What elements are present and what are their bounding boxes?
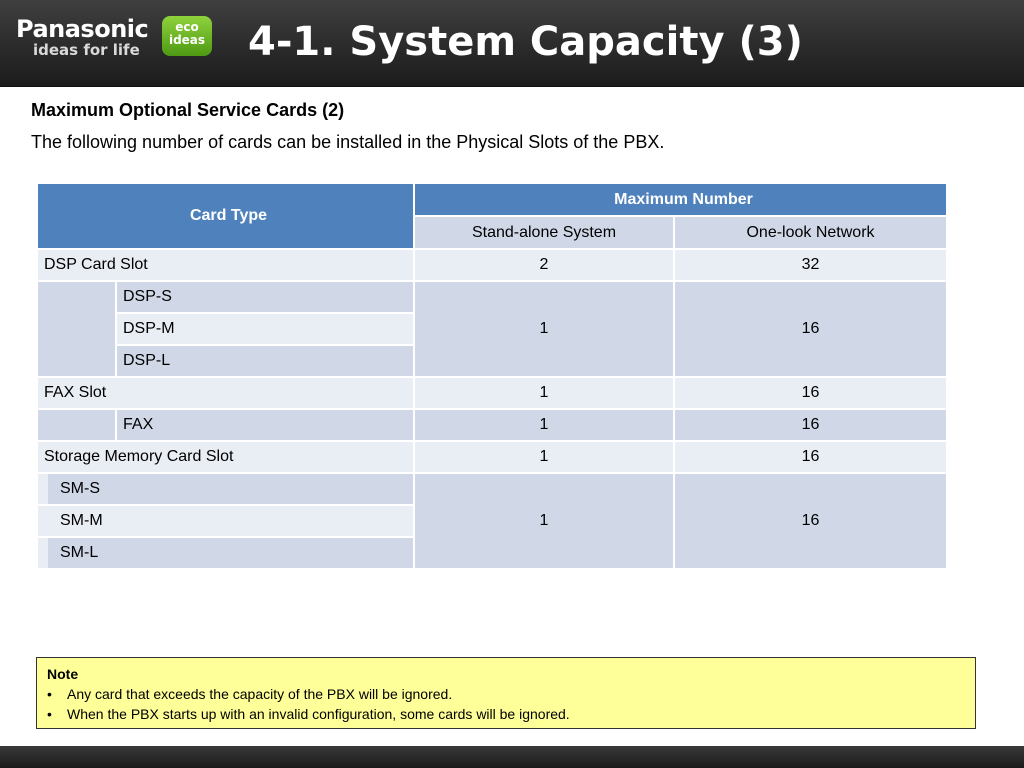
note-title: Note [47, 666, 79, 682]
table-row [38, 378, 946, 408]
header-standalone: Stand-alone System [415, 217, 673, 248]
note-item-text: Any card that exceeds the capacity of the PBX will be ignored. [67, 686, 453, 702]
row-label [38, 474, 413, 504]
eco-ideas-logo [162, 16, 212, 56]
cell-onelook: 16 [675, 282, 946, 376]
capacity-table [36, 182, 948, 570]
bullet-icon: • [47, 686, 52, 702]
indent-cell [38, 282, 115, 376]
header-card-type: Card Type [38, 184, 413, 248]
cell-standalone: 1 [415, 378, 673, 408]
table-row [38, 474, 946, 504]
row-label: DSP-L [117, 346, 413, 376]
indent-cell [38, 410, 115, 440]
intro-text: The following number of cards can be installed in the Physical Slots of the PBX. [31, 132, 665, 152]
table-row [38, 250, 946, 280]
header-onelook: One-look Network [675, 217, 946, 248]
note-item-text: When the PBX starts up with an invalid configuration, some cards will be ignored. [67, 706, 570, 722]
cell-standalone: 1 [415, 410, 673, 440]
list-item [47, 684, 965, 704]
cell-onelook: 16 [675, 442, 946, 472]
panasonic-logo [16, 16, 148, 59]
cell-standalone: 1 [415, 282, 673, 376]
slide-header [0, 0, 1024, 87]
cell-standalone: 1 [415, 442, 673, 472]
row-label [38, 506, 413, 536]
cell-onelook: 16 [675, 410, 946, 440]
cell-standalone: 2 [415, 250, 673, 280]
cell-standalone: 1 [415, 474, 673, 568]
eco-logo-line1: eco [175, 20, 199, 34]
note-list [47, 684, 965, 724]
table-header-row [38, 184, 946, 215]
row-label: Storage Memory Card Slot [38, 442, 413, 472]
note-box [36, 657, 976, 729]
list-item [47, 704, 965, 724]
indent-marker [38, 538, 48, 568]
row-label [38, 538, 413, 568]
cell-onelook: 16 [675, 474, 946, 568]
row-label: DSP-M [117, 314, 413, 344]
cell-onelook: 32 [675, 250, 946, 280]
sm-item-label: SM-L [60, 544, 99, 561]
cell-onelook: 16 [675, 378, 946, 408]
bullet-icon: • [47, 706, 52, 722]
row-label: FAX [117, 410, 413, 440]
sm-item-label: SM-M [60, 512, 103, 529]
row-label: DSP Card Slot [38, 250, 413, 280]
table-row [38, 410, 946, 440]
header-maximum-number: Maximum Number [415, 184, 946, 215]
eco-logo-line2: ideas [168, 33, 206, 47]
sm-item-label: SM-S [60, 480, 100, 497]
table-row [38, 282, 946, 312]
row-label: FAX Slot [38, 378, 413, 408]
table-row [38, 442, 946, 472]
indent-marker [38, 474, 48, 504]
brand-name: Panasonic [16, 15, 149, 43]
row-label: DSP-S [117, 282, 413, 312]
brand-tagline: ideas for life [33, 41, 140, 59]
slide-footer [0, 746, 1024, 768]
indent-marker [38, 506, 48, 536]
section-subtitle: Maximum Optional Service Cards (2) [31, 100, 345, 120]
page-title: 4-1. System Capacity (3) [248, 19, 803, 65]
